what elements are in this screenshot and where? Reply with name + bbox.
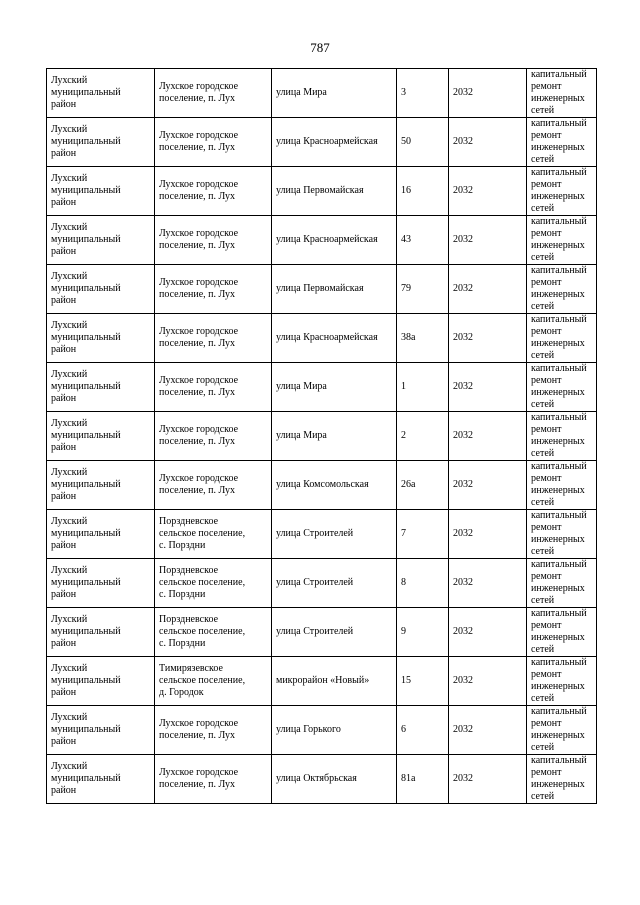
cell-settlement: Лухское городское поселение, п. Лух xyxy=(155,755,272,804)
cell-district: Лухский муниципальный район xyxy=(47,265,155,314)
cell-street: улица Красноармейская xyxy=(272,118,397,167)
cell-settlement: Порздневское сельское поселение, с. Порздни xyxy=(155,559,272,608)
cell-settlement: Тимирязевское сельское поселение, д. Городок xyxy=(155,657,272,706)
cell-street: улица Мира xyxy=(272,363,397,412)
cell-settlement: Порздневское сельское поселение, с. Порздни xyxy=(155,608,272,657)
cell-street: улица Мира xyxy=(272,412,397,461)
cell-year: 2032 xyxy=(449,363,527,412)
table-row xyxy=(47,118,597,167)
cell-settlement: Лухское городское поселение, п. Лух xyxy=(155,363,272,412)
cell-settlement: Лухское городское поселение, п. Лух xyxy=(155,216,272,265)
cell-street: улица Красноармейская xyxy=(272,216,397,265)
cell-work-type: капитальный ремонт инженерных сетей xyxy=(527,314,597,363)
cell-house-number: 9 xyxy=(397,608,449,657)
table-row xyxy=(47,461,597,510)
cell-district: Лухский муниципальный район xyxy=(47,755,155,804)
cell-work-type: капитальный ремонт инженерных сетей xyxy=(527,118,597,167)
cell-district: Лухский муниципальный район xyxy=(47,706,155,755)
cell-settlement: Лухское городское поселение, п. Лух xyxy=(155,69,272,118)
cell-house-number: 6 xyxy=(397,706,449,755)
cell-house-number: 8 xyxy=(397,559,449,608)
cell-street: улица Горького xyxy=(272,706,397,755)
cell-settlement: Лухское городское поселение, п. Лух xyxy=(155,314,272,363)
cell-house-number: 26а xyxy=(397,461,449,510)
cell-settlement: Порздневское сельское поселение, с. Порздни xyxy=(155,510,272,559)
cell-house-number: 81а xyxy=(397,755,449,804)
cell-district: Лухский муниципальный район xyxy=(47,167,155,216)
cell-settlement: Лухское городское поселение, п. Лух xyxy=(155,167,272,216)
table-row xyxy=(47,559,597,608)
cell-work-type: капитальный ремонт инженерных сетей xyxy=(527,69,597,118)
table-row xyxy=(47,314,597,363)
cell-district: Лухский муниципальный район xyxy=(47,412,155,461)
cell-district: Лухский муниципальный район xyxy=(47,69,155,118)
cell-year: 2032 xyxy=(449,706,527,755)
cell-house-number: 2 xyxy=(397,412,449,461)
cell-work-type: капитальный ремонт инженерных сетей xyxy=(527,216,597,265)
cell-settlement: Лухское городское поселение, п. Лух xyxy=(155,412,272,461)
cell-district: Лухский муниципальный район xyxy=(47,461,155,510)
cell-year: 2032 xyxy=(449,265,527,314)
table-row xyxy=(47,755,597,804)
table-row xyxy=(47,706,597,755)
cell-street: улица Октябрьская xyxy=(272,755,397,804)
cell-street: улица Комсомольская xyxy=(272,461,397,510)
cell-district: Лухский муниципальный район xyxy=(47,657,155,706)
cell-house-number: 79 xyxy=(397,265,449,314)
table-row xyxy=(47,167,597,216)
cell-year: 2032 xyxy=(449,412,527,461)
cell-district: Лухский муниципальный район xyxy=(47,118,155,167)
cell-house-number: 16 xyxy=(397,167,449,216)
cell-work-type: капитальный ремонт инженерных сетей xyxy=(527,461,597,510)
page-number: 787 xyxy=(310,40,330,55)
cell-work-type: капитальный ремонт инженерных сетей xyxy=(527,412,597,461)
cell-work-type: капитальный ремонт инженерных сетей xyxy=(527,755,597,804)
cell-street: улица Первомайская xyxy=(272,167,397,216)
cell-year: 2032 xyxy=(449,69,527,118)
cell-work-type: капитальный ремонт инженерных сетей xyxy=(527,363,597,412)
table-body xyxy=(47,69,597,804)
cell-district: Лухский муниципальный район xyxy=(47,314,155,363)
cell-settlement: Лухское городское поселение, п. Лух xyxy=(155,118,272,167)
table-row xyxy=(47,510,597,559)
table-row xyxy=(47,363,597,412)
cell-year: 2032 xyxy=(449,216,527,265)
table-row xyxy=(47,608,597,657)
cell-house-number: 43 xyxy=(397,216,449,265)
cell-street: микрорайон «Новый» xyxy=(272,657,397,706)
cell-street: улица Красноармейская xyxy=(272,314,397,363)
cell-house-number: 3 xyxy=(397,69,449,118)
table-row xyxy=(47,265,597,314)
cell-street: улица Первомайская xyxy=(272,265,397,314)
cell-street: улица Строителей xyxy=(272,510,397,559)
cell-work-type: капитальный ремонт инженерных сетей xyxy=(527,510,597,559)
cell-settlement: Лухское городское поселение, п. Лух xyxy=(155,461,272,510)
cell-district: Лухский муниципальный район xyxy=(47,363,155,412)
cell-district: Лухский муниципальный район xyxy=(47,559,155,608)
cell-district: Лухский муниципальный район xyxy=(47,608,155,657)
table-row xyxy=(47,412,597,461)
cell-district: Лухский муниципальный район xyxy=(47,510,155,559)
cell-settlement: Лухское городское поселение, п. Лух xyxy=(155,706,272,755)
cell-house-number: 38а xyxy=(397,314,449,363)
cell-district: Лухский муниципальный район xyxy=(47,216,155,265)
cell-street: улица Строителей xyxy=(272,608,397,657)
table-row xyxy=(47,69,597,118)
cell-settlement: Лухское городское поселение, п. Лух xyxy=(155,265,272,314)
cell-year: 2032 xyxy=(449,559,527,608)
cell-house-number: 1 xyxy=(397,363,449,412)
cell-work-type: капитальный ремонт инженерных сетей xyxy=(527,608,597,657)
cell-work-type: капитальный ремонт инженерных сетей xyxy=(527,265,597,314)
cell-year: 2032 xyxy=(449,608,527,657)
table-row xyxy=(47,657,597,706)
cell-year: 2032 xyxy=(449,118,527,167)
cell-house-number: 50 xyxy=(397,118,449,167)
housing-repair-table xyxy=(46,68,597,804)
cell-work-type: капитальный ремонт инженерных сетей xyxy=(527,167,597,216)
table-row xyxy=(47,216,597,265)
cell-street: улица Мира xyxy=(272,69,397,118)
cell-house-number: 15 xyxy=(397,657,449,706)
cell-year: 2032 xyxy=(449,314,527,363)
cell-year: 2032 xyxy=(449,657,527,706)
cell-work-type: капитальный ремонт инженерных сетей xyxy=(527,559,597,608)
cell-work-type: капитальный ремонт инженерных сетей xyxy=(527,657,597,706)
cell-year: 2032 xyxy=(449,510,527,559)
cell-street: улица Строителей xyxy=(272,559,397,608)
cell-work-type: капитальный ремонт инженерных сетей xyxy=(527,706,597,755)
cell-house-number: 7 xyxy=(397,510,449,559)
cell-year: 2032 xyxy=(449,167,527,216)
cell-year: 2032 xyxy=(449,755,527,804)
cell-year: 2032 xyxy=(449,461,527,510)
